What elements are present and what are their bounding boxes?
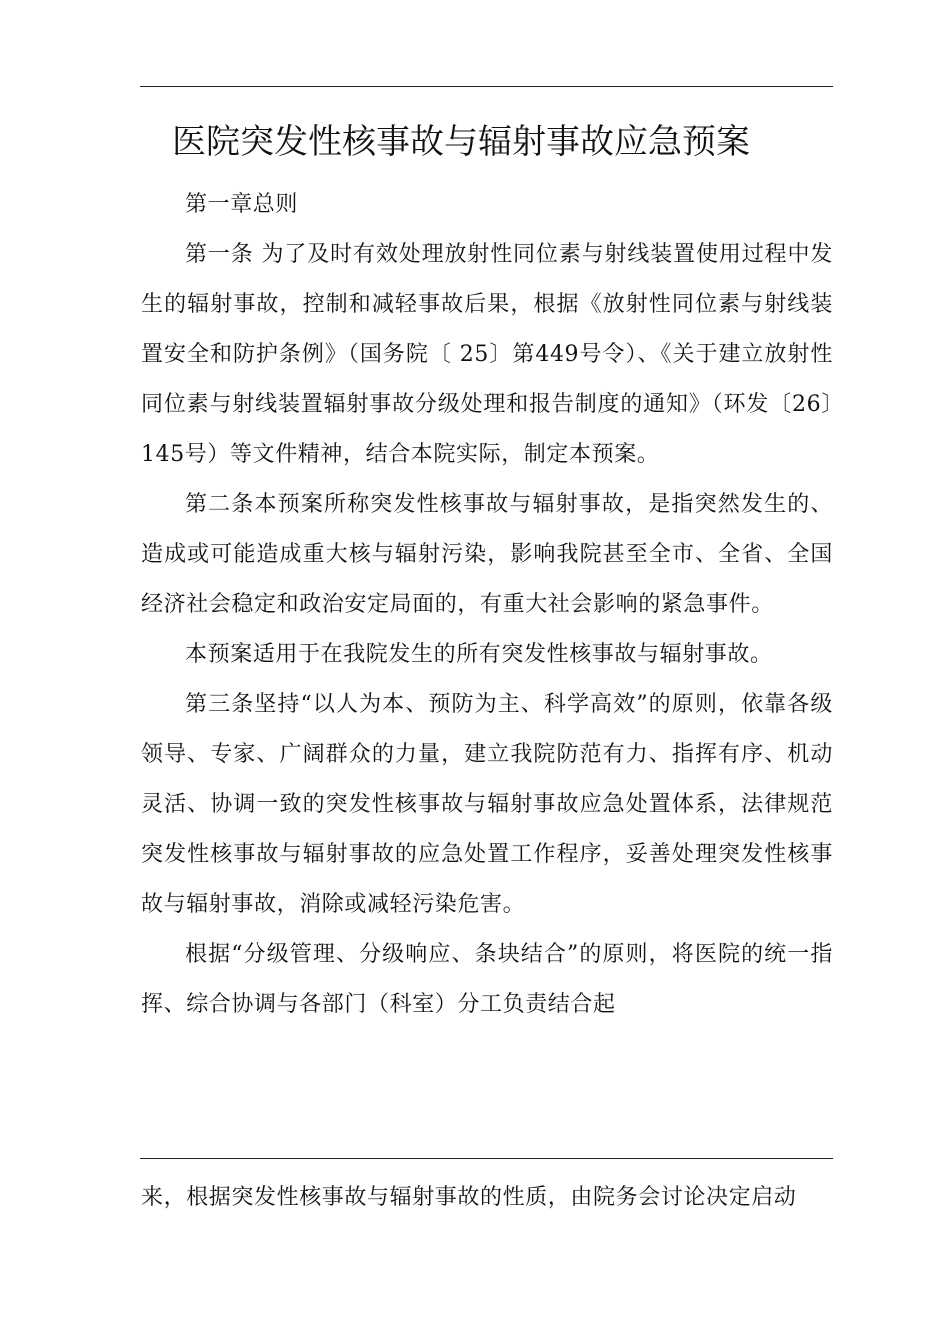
paragraph-principles: 根据“分级管理、分级响应、条块结合”的原则，将医院的统一指挥、综合协调与各部门（科室）分工负责结合起: [141, 942, 833, 1017]
page-top-rule: [140, 86, 833, 87]
page-break-rule: [140, 1158, 833, 1159]
document-title: 医院突发性核事故与辐射事故应急预案: [172, 122, 750, 162]
paragraph-article-2: 第二条本预案所称突发性核事故与辐射事故，是指突然发生的、造成或可能造成重大核与辐射污染，影响我院甚至全市、全省、全国经济社会稳定和政治安定局面的，有重大社会影响的紧急事件。: [141, 492, 833, 617]
next-page-text: 来，根据突发性核事故与辐射事故的性质，由院务会讨论决定启动: [141, 1185, 797, 1210]
document-body: [141, 180, 833, 1030]
chapter-heading: 第一章总则: [185, 192, 299, 217]
paragraph-scope: 本预案适用于在我院发生的所有突发性核事故与辐射事故。: [185, 642, 773, 667]
paragraph-article-3: 第三条坚持“以人为本、预防为主、科学高效”的原则，依靠各级领导、专家、广阔群众的力量，建立我院防范有力、指挥有序、机动灵活、协调一致的突发性核事故与辐射事故应急处置体系，法律规范突发性核事故与辐射事故的应急处置工作程序，妥善处理突发性核事故与辐射事故，消除或减轻污染危害。: [141, 692, 833, 917]
paragraph-article-1: 第一条 为了及时有效处理放射性同位素与射线装置使用过程中发生的辐射事故，控制和减轻事故后果，根据《放射性同位素与射线装置安全和防护条例》（国务院〔 25〕第449号令）、《关于建立放射性同位素与射线装置辐射事故分级处理和报告制度的通知》（环发〔26〕145号）等文件精神，结合本院实际，制定本预案。: [141, 242, 833, 467]
